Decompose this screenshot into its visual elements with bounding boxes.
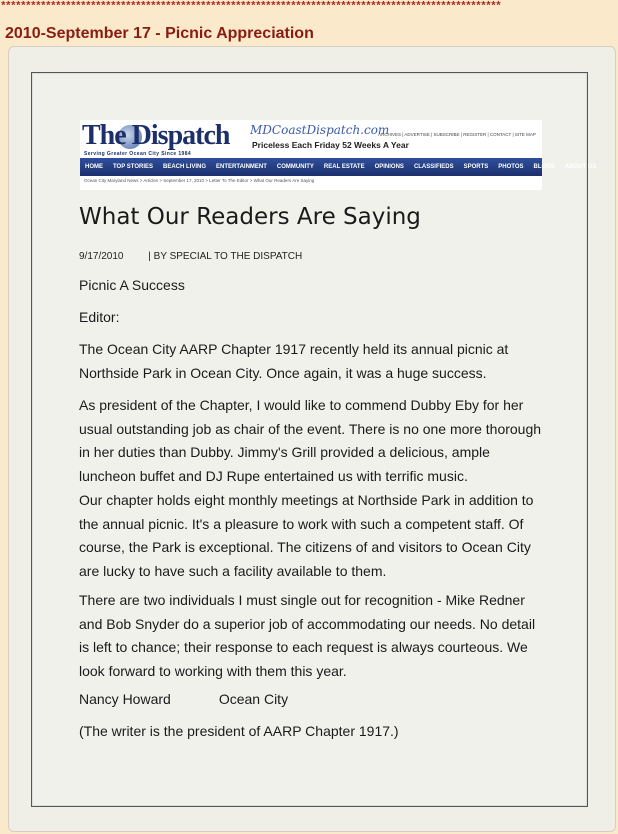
site-name: MDCoastDispatch.com: [250, 123, 390, 137]
site-subtitle: Priceless Each Friday 52 Weeks A Year: [252, 140, 409, 150]
paragraph-4: There are two individuals I must single out for recognition - Mike Redner and Bob Snyder do a superior job of accommodating our needs. No detail is left to chance; their response to each request is always courteous. We look forward to working with them this year.: [79, 592, 536, 679]
nav-item-top-stories: TOP STORIES: [113, 164, 154, 170]
banner-top: [80, 120, 542, 158]
signature-city: Ocean City: [218, 691, 289, 707]
nav-item-classifieds: CLASSIFIEDS: [413, 164, 454, 170]
newspaper-logo: The Dispatch: [82, 120, 230, 151]
nav-item-about-us: ABOUT US: [564, 164, 597, 170]
star-divider: ****************************************************************************************************: [0, 1, 501, 13]
page-title: 2010-September 17 - Picnic Appreciation: [5, 25, 314, 42]
nav-item-community: COMMUNITY: [276, 164, 314, 170]
nav-item-opinions: OPINIONS: [374, 164, 404, 170]
article-date: 9/17/2010: [79, 251, 124, 262]
paragraph-1: The Ocean City AARP Chapter 1917 recently held its annual picnic at Northside Park in Ocean City. Once again, it was a huge success.: [79, 341, 509, 381]
signature-name: Nancy Howard: [79, 691, 171, 707]
breadcrumb: Ocean City Maryland News > Articles > September 17, 2010 > Letter To The Editor > What Our Readers Are Saying: [84, 178, 315, 183]
article-subtitle: Picnic A Success: [79, 277, 185, 293]
salutation: Editor:: [79, 309, 120, 325]
article-headline: What Our Readers Are Saying: [79, 204, 421, 230]
article-byline: | BY SPECIAL TO THE DISPATCH: [148, 251, 303, 262]
banner-nav: [80, 158, 597, 176]
nav-item-home: HOME: [85, 164, 103, 170]
paragraph-3: Our chapter holds eight monthly meetings at Northside Park in addition to the annual picnic. It's a pleasure to work with such a competent staff. Of course, the Park is exceptional. The citizens of and visitors to Ocean City are lucky to have such a facility available to them.: [79, 492, 534, 579]
nav-item-sports: SPORTS: [463, 164, 489, 170]
newspaper-banner: [80, 120, 597, 190]
signature: [79, 688, 549, 712]
logo-tagline: Serving Greater Ocean City Since 1984: [84, 151, 192, 157]
paragraph-2: As president of the Chapter, I would like to commend Dubby Eby for her usual outstanding job as chair of the event. There is no one more thorough in her duties than Dubby. Jimmy's Grill provided a delicious, ample luncheon buffet and DJ Rupe entertained us with terrific music.: [79, 397, 542, 484]
utility-links: ARCHIVES | ADVERTISE | SUBSCRIBE | REGISTER | CONTACT | SITE MAP: [378, 132, 536, 137]
footnote: (The writer is the president of AARP Chapter 1917.): [79, 723, 399, 739]
nav-item-entertainment: ENTERTAINMENT: [216, 164, 267, 170]
nav-item-beach-living: BEACH LIVING: [163, 164, 207, 170]
nav-item-real-estate: REAL ESTATE: [323, 164, 365, 170]
article-meta: [79, 251, 302, 262]
nav-item-blogs: BLOGS: [533, 164, 555, 170]
nav-item-photos: PHOTOS: [498, 164, 524, 170]
